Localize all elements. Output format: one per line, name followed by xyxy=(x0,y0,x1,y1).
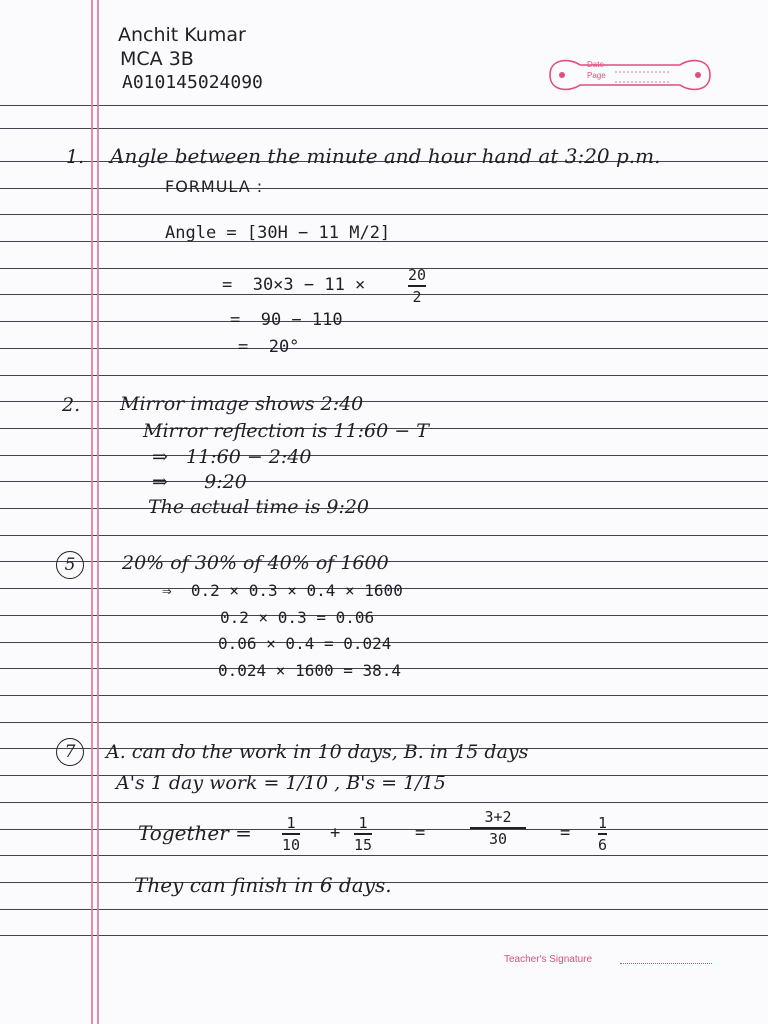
ruled-line xyxy=(0,829,768,830)
fraction-1-15 xyxy=(354,814,372,854)
ruled-line xyxy=(0,508,768,509)
q1-step-3: = 20° xyxy=(238,337,300,357)
page-label: Page xyxy=(587,71,606,80)
question-7-number: 7 xyxy=(56,738,84,766)
formula-label: FORMULA : xyxy=(165,177,264,196)
fraction-numerator: 1 xyxy=(286,814,296,832)
question-1-number: 1. xyxy=(66,146,85,168)
fraction-denominator: 6 xyxy=(598,835,608,854)
ruled-line xyxy=(0,722,768,723)
equals-sign: = xyxy=(415,823,426,843)
ruled-line xyxy=(0,535,768,536)
ruled-line xyxy=(0,909,768,910)
q7-conclusion: They can finish in 6 days. xyxy=(134,873,392,897)
fraction-denominator: 15 xyxy=(354,835,373,854)
ruled-line xyxy=(0,268,768,269)
q2-line-4: ⇒ 9:20 xyxy=(152,471,247,493)
margin-line-right xyxy=(97,0,99,1024)
q7-line-2: A's 1 day work = 1/10 , B's = 1/15 xyxy=(116,772,446,794)
q1-step-2: = 90 − 110 xyxy=(230,310,343,330)
fraction-numerator: 1 xyxy=(358,814,368,832)
fraction-3plus2-30 xyxy=(470,808,526,848)
ruled-line xyxy=(0,321,768,322)
teacher-signature-label: Teacher's Signature xyxy=(504,954,593,965)
ruled-line xyxy=(0,105,768,106)
ruled-line xyxy=(0,802,768,803)
plus-sign: + xyxy=(330,823,341,843)
ruled-line xyxy=(0,455,768,456)
date-label: Date xyxy=(587,60,604,69)
ruled-line xyxy=(0,615,768,616)
q1-step-1-fraction xyxy=(408,266,426,306)
together-label: Together = xyxy=(138,821,252,845)
question-1-title: Angle between the minute and hour hand at 3:20 p.m. xyxy=(110,144,661,168)
q2-line-1: Mirror image shows 2:40 xyxy=(120,393,364,415)
ruled-line xyxy=(0,348,768,349)
ruled-line xyxy=(0,214,768,215)
ruled-line xyxy=(0,188,768,189)
q7-line-1: A. can do the work in 10 days, B. in 15 days xyxy=(106,741,529,763)
fraction-denominator: 2 xyxy=(412,287,422,306)
signature-line xyxy=(620,963,712,964)
ruled-line xyxy=(0,855,768,856)
ruled-line xyxy=(0,935,768,936)
fraction-numerator: 3+2 xyxy=(484,808,512,826)
q5-line-3: 0.2 × 0.3 = 0.06 xyxy=(220,608,375,627)
ruled-line xyxy=(0,375,768,376)
fraction-numerator: 20 xyxy=(408,266,427,284)
q5-line-2: ⇒ 0.2 × 0.3 × 0.4 × 1600 xyxy=(162,581,403,600)
question-5-number: 5 xyxy=(56,551,84,579)
student-class: MCA 3B xyxy=(120,48,194,70)
q5-line-1: 20% of 30% of 40% of 1600 xyxy=(122,552,389,574)
fraction-denominator: 10 xyxy=(282,835,301,854)
q2-line-2: Mirror reflection is 11:60 − T xyxy=(143,420,429,442)
ruled-line xyxy=(0,128,768,129)
q2-line-3: ⇒ 11:60 − 2:40 xyxy=(152,446,312,468)
q1-step-1: = 30×3 − 11 × xyxy=(222,275,366,295)
q5-line-4: 0.06 × 0.4 = 0.024 xyxy=(218,634,392,653)
fraction-denominator: 30 xyxy=(488,829,508,848)
fraction-numerator: 1 xyxy=(598,814,608,832)
fraction-1-6 xyxy=(598,814,607,854)
q2-line-5: The actual time is 9:20 xyxy=(148,496,370,518)
q5-line-5: 0.024 × 1600 = 38.4 xyxy=(218,661,402,680)
question-2-number: 2. xyxy=(62,394,81,416)
ruled-line xyxy=(0,401,768,402)
date-page-stamp xyxy=(540,50,720,100)
margin-line-left xyxy=(91,0,93,1024)
ruled-line xyxy=(0,695,768,696)
enrollment-number: A010145024090 xyxy=(122,72,263,93)
ruled-line xyxy=(0,294,768,295)
fraction-1-10 xyxy=(282,814,300,854)
formula-expression: Angle = [30H − 11 M/2] xyxy=(165,223,391,243)
ruled-line xyxy=(0,481,768,482)
equals-sign-2: = xyxy=(560,823,571,843)
student-name: Anchit Kumar xyxy=(118,24,246,46)
